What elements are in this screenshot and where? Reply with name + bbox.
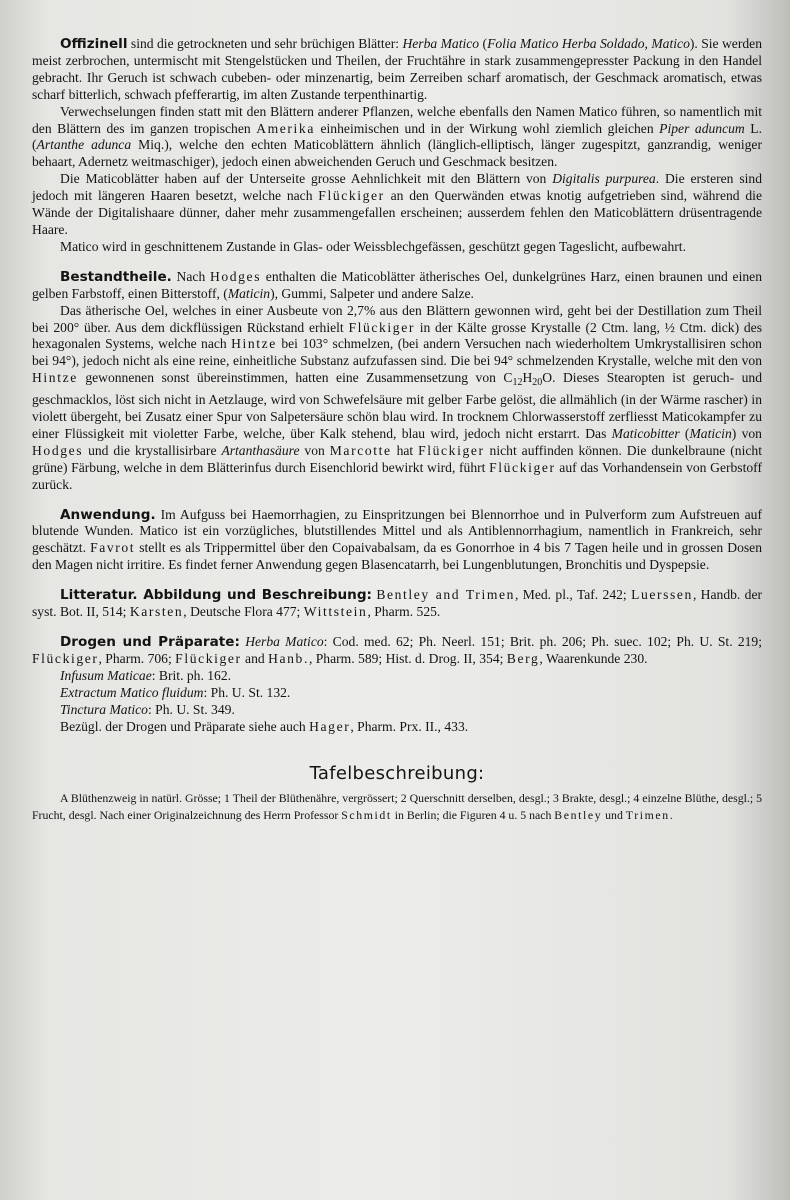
spaced-name: Wittstein bbox=[303, 604, 368, 620]
spaced-name: Flückiger bbox=[175, 650, 242, 666]
italic-term: Extractum Matico fluidum bbox=[60, 684, 204, 700]
italic-term: Piper aduncum bbox=[659, 120, 745, 136]
text: Nach bbox=[171, 268, 210, 284]
italic-term: Folia Matico Herba Soldado, Matico bbox=[487, 36, 690, 51]
spaced-name: Flückiger bbox=[418, 442, 485, 458]
spaced-name: Hintze bbox=[231, 336, 277, 352]
text: , Med. pl., Taf. 242; bbox=[515, 587, 632, 603]
verwechselungen-paragraph bbox=[32, 104, 762, 172]
text: . Dieses Stearopten ist geruch- und geschmacklos, löst sich nicht in Aetzlauge, wird von Schwefelsäure mit gelber Farbe gelöst, die allmählich (in der Wärme rascher) in violett übergeht, bei Zusatz einer Spur von Salpetersäure schön blau wird. In trocknem Chlorwasserstoff zerfliesst Maticokampfer zu einer Flüssigkeit mit violetter Farbe, welche, über Kalk stehend, blau wird, jedoch nicht erstarrt. Das bbox=[32, 370, 762, 441]
spaced-name: Amerika bbox=[256, 120, 315, 136]
text: hat bbox=[391, 442, 419, 458]
bestandtheile-paragraph bbox=[32, 269, 762, 303]
text: und die krystallisirbare bbox=[83, 442, 222, 458]
text: : Cod. med. 62; Ph. Neerl. 151; Brit. ph. 206; Ph. suec. 102; Ph. U. St. 219; bbox=[323, 634, 762, 649]
text: ). Sie werden meist zerbrochen, untermischt mit Stengelstücken und Theilen, der Fruchtähre in stark zusammengepresster Packung in den Handel gebracht. Ihr Geruch ist schwach cubeben- oder minzenartig, beim Zerreiben scharf aromatisch, der Geschmack aromatisch, etwas scharf bitterlich, schwach pfefferartig, im alten Zustande terpenthinartig. bbox=[32, 36, 762, 102]
text: einheimischen und in der Wirkung wohl ziemlich gleichen bbox=[314, 120, 660, 136]
litteratur-paragraph bbox=[32, 587, 762, 621]
formula-subscript: 12 bbox=[512, 377, 523, 389]
spaced-name: Flückiger bbox=[32, 650, 99, 666]
spaced-name: Marcotte bbox=[329, 442, 392, 458]
text: : Ph. U. St. 132. bbox=[203, 684, 291, 700]
offizinell-paragraph bbox=[32, 36, 762, 104]
italic-term: Maticobitter bbox=[611, 425, 680, 441]
litteratur-heading: Litteratur. Abbildung und Beschreibung: bbox=[60, 587, 372, 604]
text: Miq.), welche den echten Maticoblättern ähnlich (länglich-elliptisch, länger zugespitzt, ganzrandig, weniger behaart, Adernetz weitmaschiger), jedoch einen abweichenden Geruch und Geschmack besitzen. bbox=[32, 137, 762, 170]
italic-term: Digitalis purpurea bbox=[552, 171, 656, 187]
maticoblaetter-paragraph bbox=[32, 171, 762, 239]
tafel-text bbox=[32, 790, 762, 823]
spaced-name: Favrot bbox=[90, 540, 136, 556]
spaced-name: Trimen bbox=[625, 807, 670, 822]
drogen-list-item bbox=[60, 685, 762, 702]
drogen-list-item bbox=[60, 719, 762, 736]
text: ), Gummi, Salpeter und andere Salze. bbox=[270, 285, 474, 301]
text: , Deutsche Flora 477; bbox=[183, 604, 304, 620]
text: in Berlin; die Figuren 4 u. 5 nach bbox=[391, 807, 555, 822]
text: , Handb. der syst. Bot. II, 514; bbox=[32, 587, 763, 620]
spaced-name: Flückiger bbox=[318, 188, 385, 204]
spaced-name: Luerssen bbox=[631, 587, 693, 603]
italic-term: Maticin bbox=[227, 285, 271, 301]
text: ( bbox=[479, 36, 488, 51]
italic-term: Infusum Maticae bbox=[60, 667, 152, 683]
text: , Pharm. 706; bbox=[98, 650, 176, 666]
spaced-name: Schmidt bbox=[341, 807, 392, 822]
text: , Pharm. 525. bbox=[367, 604, 441, 620]
text: gewonnenen sonst übereinstimmen, hatten eine Zusammensetzung von C bbox=[77, 370, 513, 386]
drogen-list-item bbox=[60, 668, 762, 685]
text: L. ( bbox=[32, 120, 762, 153]
spaced-name: Hanb. bbox=[268, 650, 309, 666]
text: , Waarenkunde 230. bbox=[539, 650, 648, 666]
spaced-name: Hodges bbox=[209, 268, 262, 284]
text: Die Maticoblätter haben auf der Unterseite grosse Aehnlichkeit mit den Blättern von bbox=[60, 171, 553, 187]
text: sind die getrockneten und sehr brüchigen Blätter: bbox=[127, 36, 403, 51]
spaced-name: Hintze bbox=[32, 370, 78, 386]
text: . bbox=[669, 807, 673, 822]
text: bei 103° schmelzen, (bei andern Versuchen nach wiederholtem Umkrystallisiren schon bei 94°), jedoch nicht als eine reine, einheitliche Substanz aufzufassen sind. Die bei 94° schmelzenden Krystalle, welche mit den von bbox=[32, 336, 762, 369]
italic-term: Herba Matico bbox=[402, 36, 480, 51]
text: an den Querwänden etwas knotig aufgetrieben sind, während die Wände der Digitalishaare dünner, daher mehr zusammengefallen erscheinen; ausserdem fehlen den Maticoblättern drüsentragende Haare. bbox=[32, 188, 762, 237]
anwendung-paragraph bbox=[32, 507, 762, 575]
italic-term: Artanthe adunca bbox=[36, 137, 132, 153]
text: nicht auffinden können. Die dunkelbraune (nicht grüne) Färbung, welche in dem Blätterinfus durch Eisenchlorid bewirkt wird, führt bbox=[32, 442, 762, 475]
bestandtheile-heading: Bestandtheile. bbox=[60, 268, 172, 285]
text: ) von bbox=[731, 425, 762, 441]
italic-term: Tinctura Matico bbox=[60, 701, 148, 717]
formula-element: O bbox=[542, 370, 553, 386]
spaced-name: Flückiger bbox=[489, 459, 556, 475]
spaced-name: Bentley bbox=[554, 807, 603, 822]
text: : Brit. ph. 162. bbox=[151, 667, 232, 683]
spaced-name: Hager bbox=[309, 718, 351, 734]
spaced-name: Flückiger bbox=[348, 319, 415, 335]
aufbewahrung-paragraph: Matico wird in geschnittenem Zustande in Glas- oder Weissblechgefässen, geschützt gegen Tageslicht, aufbewahrt. bbox=[60, 238, 686, 254]
text: und bbox=[602, 807, 626, 822]
text: auf das Vorhandensein von Gerbstoff zurück. bbox=[32, 459, 762, 492]
spaced-name: Berg bbox=[506, 650, 540, 666]
oel-paragraph bbox=[32, 303, 762, 494]
formula-element: H bbox=[522, 370, 533, 386]
italic-term: Herba Matico bbox=[245, 634, 324, 649]
text: , Pharm. Prx. II., 433. bbox=[350, 718, 469, 734]
formula-subscript: 20 bbox=[532, 377, 543, 389]
italic-term: Artanthasäure bbox=[221, 442, 300, 458]
text: in der Kälte grosse Krystalle (2 Ctm. lang, ½ Ctm. dick) des hexagonalen Systems, welche nach bbox=[32, 319, 762, 352]
text: aus den Blättern gewonnen wird, geht bei der Destillation zum Theil bei 200° über. Aus dem dickflüssigen Rückstand erhielt bbox=[32, 302, 762, 335]
text: Das ätherische Oel, welches in einer Ausbeute von 2,7 bbox=[60, 302, 364, 318]
spaced-name: Hodges bbox=[32, 442, 84, 458]
drogen-heading: Drogen und Präparate: bbox=[60, 634, 240, 650]
italic-term: Maticin bbox=[689, 425, 732, 441]
text: and bbox=[241, 650, 269, 666]
text: stellt es als Trippermittel über den Copaivabalsam, da es Gonorrhoe in 4 bis 7 Tagen heile und in grossen Dosen den Magen nicht irritire. Es findet ferner Anwendung gegen Blasencatarrh, bei Lungenblutungen, Bronchitis und Dyspepsie. bbox=[32, 540, 762, 573]
drogen-list-item bbox=[60, 702, 762, 719]
text: . Die ersteren sind jedoch mit längeren Haaren besetzt, welche nach bbox=[32, 171, 762, 204]
text: ( bbox=[679, 425, 690, 441]
text: : Ph. U. St. 349. bbox=[147, 701, 235, 717]
drogen-list bbox=[32, 668, 762, 736]
text: Bezügl. der Drogen und Präparate siehe auch bbox=[60, 718, 310, 734]
text: von bbox=[299, 442, 330, 458]
text: Im Aufguss bei Haemorrhagien, zu Einspritzungen bei Blennorrhoe und in Pulverform zum Aufstreuen auf blutende Wunden. Matico ist ein vorzügliches, blutstillendes Mittel und als Antiblennorrhagium, namentlich in Frankreich, sehr geschätzt. bbox=[32, 506, 762, 556]
offizinell-heading: Offizinell bbox=[60, 36, 128, 52]
tafel-title: Tafelbeschreibung: bbox=[309, 763, 485, 785]
percent-sign: % bbox=[363, 302, 376, 318]
text: Verwechselungen finden statt mit den Blättern anderer Pflanzen, welche ebenfalls den Namen Matico führen, so namentlich mit den Blättern des im ganzen tropischen bbox=[32, 103, 762, 136]
spaced-name: Karsten bbox=[129, 604, 184, 620]
text: , Pharm. 589; Hist. d. Drog. II, 354; bbox=[308, 650, 507, 666]
spaced-name: Bentley and Trimen bbox=[376, 587, 516, 603]
anwendung-heading: Anwendung. bbox=[60, 506, 156, 523]
text: A Blüthenzweig in natürl. Grösse; 1 Theil der Blüthenähre, vergrössert; 2 Querschnitt derselben, desgl.; 3 Brakte, desgl.; 4 einzelne Blüthe, desgl.; 5 Frucht, desgl. Nach einer Originalzeichnung des Herrn Professor bbox=[32, 791, 762, 822]
text: enthalten die Maticoblätter ätherisches Oel, dunkelgrünes Harz, einen braunen und einen gelben Farbstoff, einen Bitterstoff, ( bbox=[32, 268, 762, 301]
drogen-paragraph bbox=[32, 634, 762, 668]
